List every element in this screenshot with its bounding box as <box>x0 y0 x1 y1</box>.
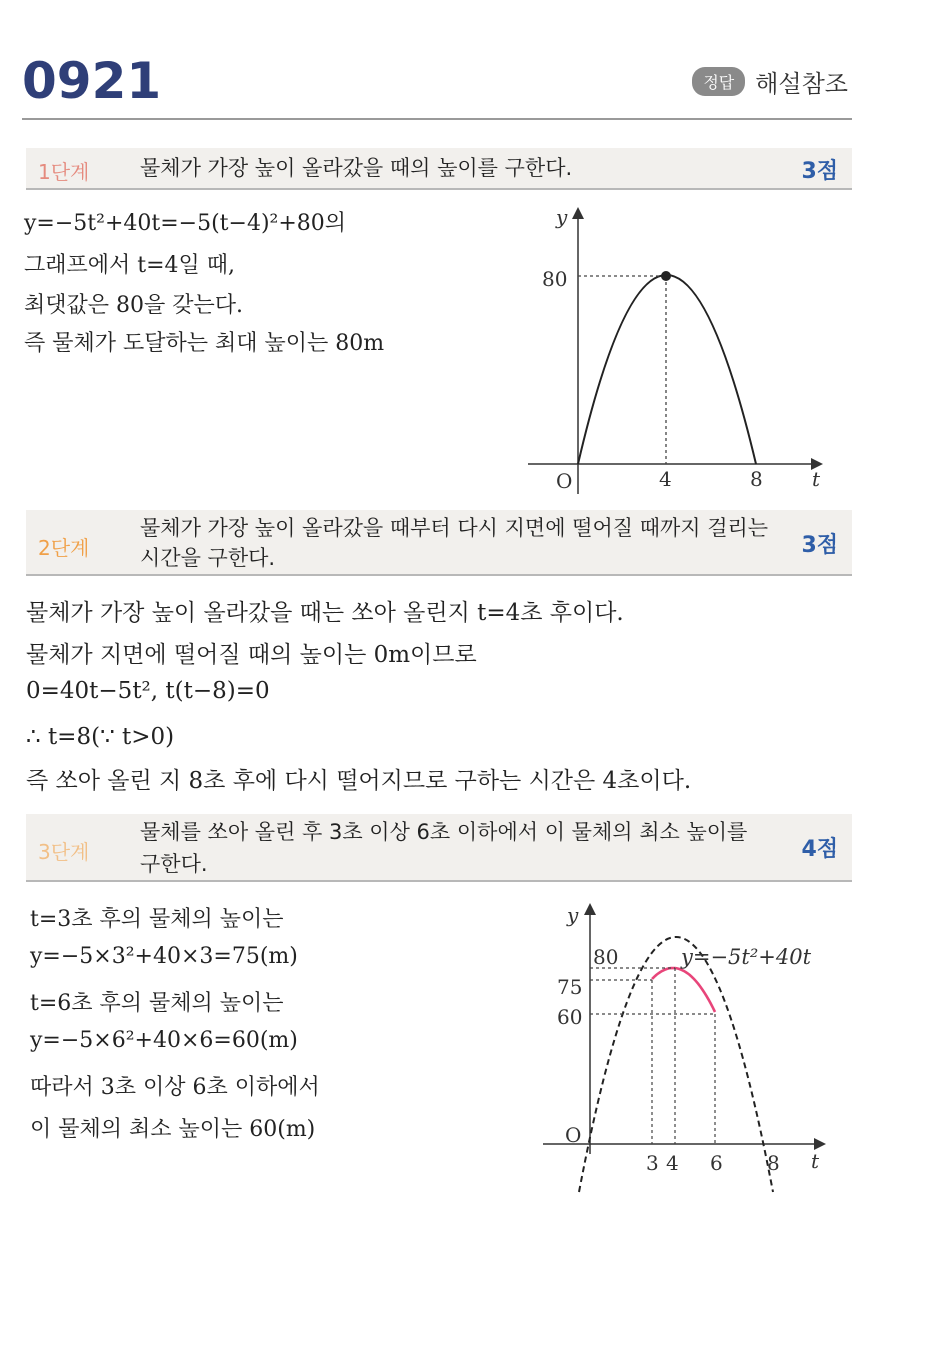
x-axis-label: t <box>811 1149 820 1173</box>
x-axis-label: t <box>812 467 821 491</box>
step3-label: 3단계 <box>38 840 90 864</box>
step2-line-4: ∴ t=8(∵ t>0) <box>26 724 175 750</box>
vertex-point <box>661 271 671 281</box>
x-tick-8: 8 <box>750 467 763 491</box>
step2-line-5: 즉 쏘아 올린 지 8초 후에 다시 떨어지므로 구하는 시간은 4초이다. <box>26 768 692 794</box>
y-tick-60: 60 <box>557 1005 583 1029</box>
step1-score: 3점 <box>801 159 838 184</box>
origin-label: O <box>556 469 573 493</box>
step3-score: 4점 <box>801 837 838 862</box>
step2-score: 3점 <box>801 533 838 558</box>
step1-title: 물체가 가장 높이 올라갔을 때의 높이를 구한다. <box>140 156 573 180</box>
highlight-arc <box>652 968 715 1012</box>
x-tick-4: 4 <box>666 1151 679 1175</box>
answer-reference <box>692 64 848 99</box>
step2-title-line-2: 시간을 구한다. <box>140 546 276 570</box>
step1-parabola-graph <box>520 198 840 498</box>
y-tick-80: 80 <box>593 945 619 969</box>
step1-line-3: 최댓값은 80을 갖는다. <box>24 293 243 318</box>
step2-header <box>26 510 852 576</box>
step2-line-2: 물체가 지면에 떨어질 때의 높이는 0m이므로 <box>26 642 477 668</box>
step3-title-line-2: 구한다. <box>140 852 208 876</box>
header-divider <box>22 118 852 120</box>
step3-line-4: y=−5×6²+40×6=60(m) <box>30 1028 298 1053</box>
x-tick-8: 8 <box>767 1151 780 1175</box>
step3-line-3: t=6초 후의 물체의 높이는 <box>30 991 284 1016</box>
step2-label: 2단계 <box>38 536 90 560</box>
step3-line-6: 이 물체의 최소 높이는 60(m) <box>30 1117 316 1142</box>
y-axis-label: y <box>567 903 579 927</box>
x-tick-4: 4 <box>659 467 672 491</box>
y-axis-label: y <box>556 205 568 229</box>
origin-label: O <box>565 1123 582 1147</box>
step1-header <box>26 148 852 190</box>
answer-text: 해설참조 <box>755 70 848 98</box>
step3-line-2: y=−5×3²+40×3=75(m) <box>30 944 298 969</box>
answer-badge: 정답 <box>692 67 745 96</box>
parabola-curve <box>578 275 756 464</box>
step1-label: 1단계 <box>38 160 90 184</box>
x-tick-3: 3 <box>646 1151 659 1175</box>
x-tick-6: 6 <box>710 1151 723 1175</box>
step2-line-1: 물체가 가장 높이 올라갔을 때는 쏘아 올린지 t=4초 후이다. <box>26 600 624 626</box>
step3-header <box>26 814 852 882</box>
curve-label: y=−5t²+40t <box>681 945 812 969</box>
step3-title-line-1: 물체를 쏘아 올린 후 3초 이상 6초 이하에서 이 물체의 최소 높이를 <box>140 820 748 844</box>
step1-line-1: y=−5t²+40t=−5(t−4)²+80의 <box>24 211 347 236</box>
y-tick-75: 75 <box>557 975 583 999</box>
y-tick-80: 80 <box>542 267 568 291</box>
step3-line-5: 따라서 3초 이상 6초 이하에서 <box>30 1075 320 1100</box>
step1-line-2: 그래프에서 t=4일 때, <box>24 253 236 278</box>
problem-number: 0921 <box>22 52 162 110</box>
step3-parabola-graph <box>535 896 855 1196</box>
step2-line-3: 0=40t−5t², t(t−8)=0 <box>26 678 270 704</box>
step3-line-1: t=3초 후의 물체의 높이는 <box>30 907 284 932</box>
step2-title-line-1: 물체가 가장 높이 올라갔을 때부터 다시 지면에 떨어질 때까지 걸리는 <box>140 516 769 540</box>
step1-line-4: 즉 물체가 도달하는 최대 높이는 80m <box>24 331 385 356</box>
